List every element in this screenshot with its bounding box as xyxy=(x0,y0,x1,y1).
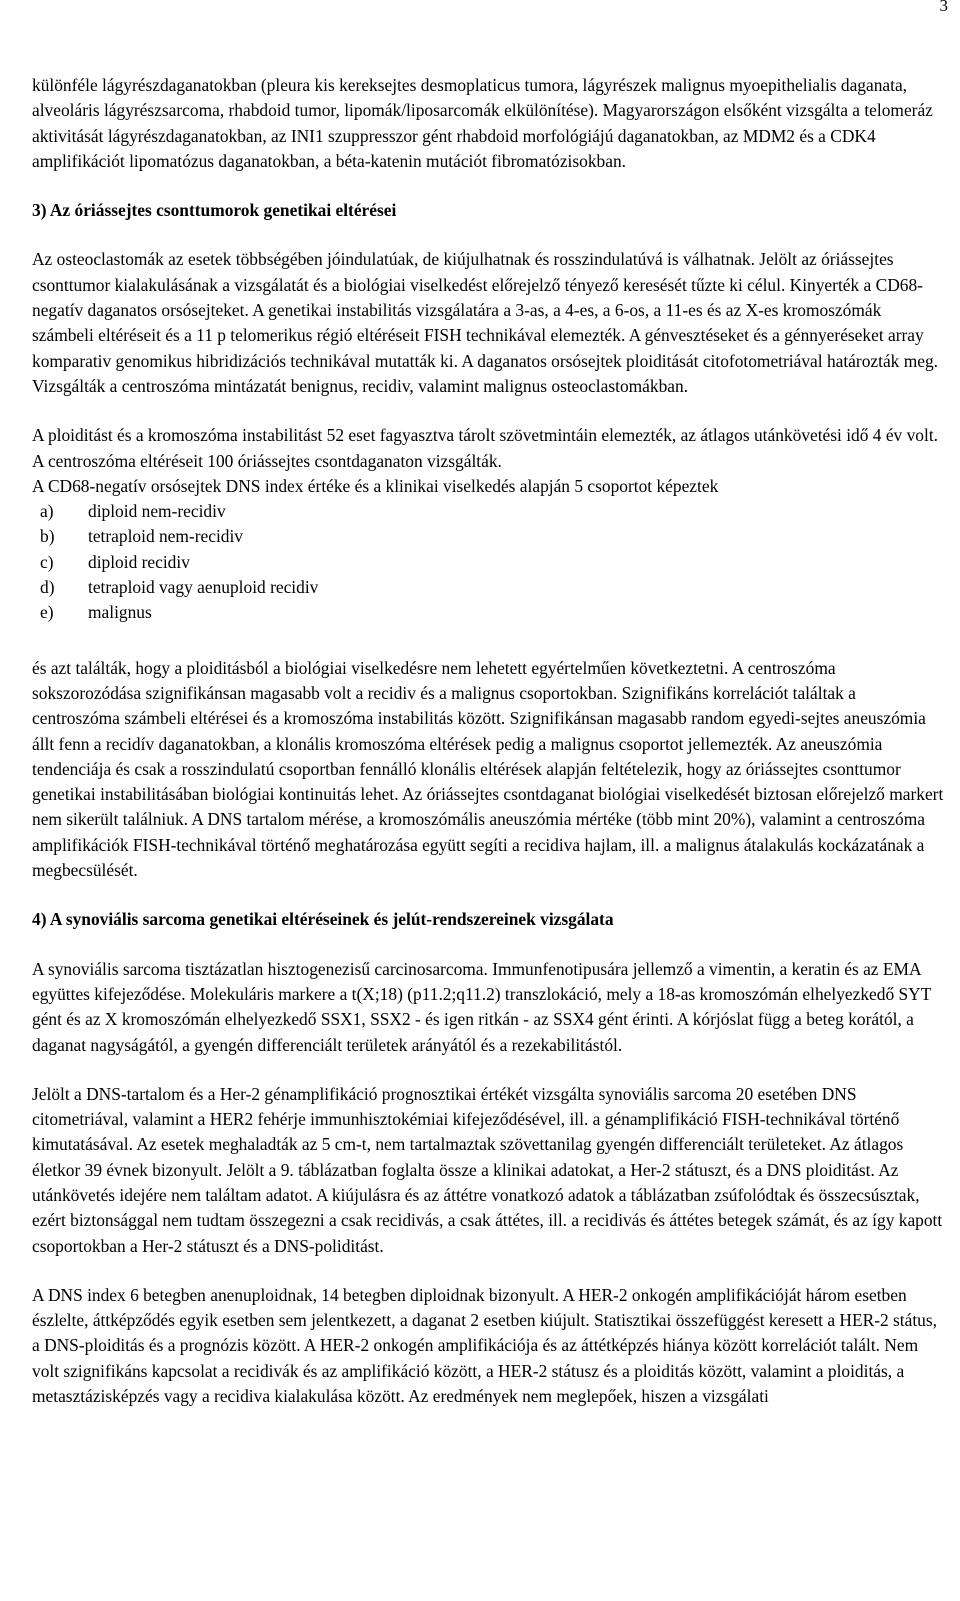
list-item xyxy=(32,524,946,549)
paragraph-synovial-sarcoma-intro: A synoviális sarcoma tisztázatlan hisztogenezisű carcinosarcoma. Immunfenotipusára jellemző a vimentin, a keratin és az EMA együttes kifejeződése. Molekuláris markere a t(X;18) (p11.2;q11.2) transzlokáció, mely a 18-as kromoszómán elhelyezkedő SYT gént és az X kromoszómán elhelyezkedő SSX1, SSX2 - és igen ritkán - az SSX4 gént érinti. A kórjóslat függ a beteg korától, a daganat nagyságától, a gyengén differenciált területek arányától és a rezekabilitástól. xyxy=(32,958,932,1055)
list-item-text: tetraploid vagy aenuploid recidiv xyxy=(88,577,319,598)
paragraph-osteoclastoma-study: Az osteoclastomák az esetek többségében jóindulatúak, de kiújulhatnak és rosszindulatúvá is válhatnak. Jelölt az óriássejtes csonttumor kialakulásának a vizsgálatát és a biológiai viselkedést előrejelző tényező keresését tűzte ki célul. Kinyerték a CD68-negatív daganatos orsósejteket. A genetikai instabilitás vizsgálatára a 3-as, a 4-es, a 6-os, a 11-es és az X-es kromoszómák számbeli eltéréseit és a 11 p telomerikus régió eltéréseit FISH technikával elemezték. A génvesztéseket és a génnyeréseket array komparativ genomikus hibridizációs technikával mutatták ki. A daganatos orsósejtek ploiditását citofotometriával határozták meg. Vizsgálták a centroszóma mintázatát benignus, recidiv, valamint malignus osteoclastomákban. xyxy=(32,249,938,396)
paragraph-groups-intro: A CD68-negatív orsósejtek DNS index értéke és a klinikai viselkedés alapján 5 csoportot képeztek xyxy=(32,475,719,496)
group-list xyxy=(32,499,946,625)
list-item-text: diploid recidiv xyxy=(88,551,190,572)
document-body xyxy=(32,73,946,1409)
paragraph-her2-results: A DNS index 6 betegben anenuploidnak, 14 betegben diploidnak bizonyult. A HER-2 onkogén amplifikációját három esetben észlelte, áttképződés egyik esetben sem jelentkezett, a daganat 2 esetben kiújult. Statisztikai összefüggést keresett a HER-2 státus, a DNS-ploiditás és a prognózis között. A HER-2 onkogén amplifikációja és az áttétképzés hiánya között korrelációt talált. Nem volt szignifikáns kapcsolat a recidivák és az amplifikáció között, a HER-2 státusz és a ploiditás között, valamint a ploiditás, a metasztázisképzés vagy a recidiva kialakulása között. Az eredmények nem meglepőek, hiszen a vizsgálati xyxy=(32,1284,937,1407)
list-item xyxy=(32,600,946,625)
list-item-text: tetraploid nem-recidiv xyxy=(88,526,244,547)
list-marker: b) xyxy=(40,526,55,547)
paragraph-her2-study: Jelölt a DNS-tartalom és a Her-2 génamplifikáció prognosztikai értékét vizsgálta synoviális sarcoma 20 esetében DNS citometriával, valamint a HER2 fehérje immunhisztokémiai kifejeződésével, ill. a génamplifikáció FISH-technikával történő kimutatásával. Az esetek meghaladták az 5 cm-t, nem tartalmaztak szövettanilag gyengén differenciált területeket. Az átlagos életkor 39 évnek bizonyult. Jelölt a 9. táblázatban foglalta össze a klinikai adatokat, a Her-2 státuszt, és a DNS ploiditást. Az utánkövetés idejére nem találtam adatot. A kiújulásra és az áttétre vonatkozó adatok a táblázatban zsúfolódtak és összecsúsztak, ezért biztonsággal nem tudtam összegezni a csak recidivás, a csak áttétes, ill. a recidivás és áttétes betegek számát, és az így kapott csoportokban a Her-2 státuszt és a DNS-poliditást. xyxy=(32,1083,943,1256)
paragraph-soft-tissue-tumors: különféle lágyrészdaganatokban (pleura kis kereksejtes desmoplaticus tumora, lágyrészek malignus myoepithelialis daganata, alveoláris lágyrészsarcoma, rhabdoid tumor, lipomák/liposarcomák elkülönítése). Magyarországon elsőként vizsgálta a telomeráz aktivitását lágyrészdaganatokban, az INI1 szuppresszor gént rhabdoid morfológiájú daganatokban, az MDM2 és a CDK4 amplifikációt lipomatózus daganatokban, a béta-katenin mutációt fibromatózisokban. xyxy=(32,75,933,171)
list-marker: a) xyxy=(40,501,54,522)
section-heading-giant-cell-tumors: 3) Az óriássejtes csonttumorok genetikai eltérései xyxy=(32,200,397,221)
list-marker: e) xyxy=(40,602,54,623)
paragraph-ploidy-findings: és azt találták, hogy a ploiditásból a biológiai viselkedésre nem lehetett egyértelműen következtetni. A centroszóma sokszorozódása szignifikánsan magasabb volt a recidiv és a malignus csoportokban. Szignifikáns korrelációt találtak a centroszóma számbeli eltérései és a kromoszóma instabilitás között. Szignifikánsan magasabb random egyedi-sejtes aneuszómia állt fenn a recidív daganatokban, a klonális kromoszóma eltérések pedig a malignus csoportot jellemezték. Az aneuszómia tendenciája és csak a rosszindulatú csoportban fennálló klonális eltérések alapján feltételezik, hogy az óriássejtes csonttumor genetikai instabilitásában biológiai kontinuitás lehet. Az óriássejtes csontdaganat biológiai viselkedését biztosan előrejelző markert nem sikerült találniuk. A DNS tartalom mérése, a kromoszómális aneuszómia mértéke (több mint 20%), valamint a centroszóma amplifikációk FISH-technikával történő meghatározása együtt segíti a recidiva hajlam, ill. a malignus átalakulás kockázatának a megbecsülését. xyxy=(32,657,944,881)
page-number: 3 xyxy=(939,0,948,15)
list-item xyxy=(32,575,946,600)
list-marker: d) xyxy=(40,577,55,598)
list-item xyxy=(32,550,946,575)
list-item-text: diploid nem-recidiv xyxy=(88,501,226,522)
list-item xyxy=(32,499,946,524)
section-heading-synovial-sarcoma: 4) A synoviális sarcoma genetikai eltéréseinek és jelút-rendszereinek vizsgálata xyxy=(32,909,614,930)
list-item-text: malignus xyxy=(88,602,152,623)
paragraph-ploidy-samples: A ploiditást és a kromoszóma instabilitást 52 eset fagyasztva tárolt szövetmintáin elemezték, az átlagos utánkövetési idő 4 év volt. A centroszóma eltéréseit 100 óriássejtes csontdaganaton vizsgálták. xyxy=(32,425,939,471)
list-marker: c) xyxy=(40,551,54,572)
